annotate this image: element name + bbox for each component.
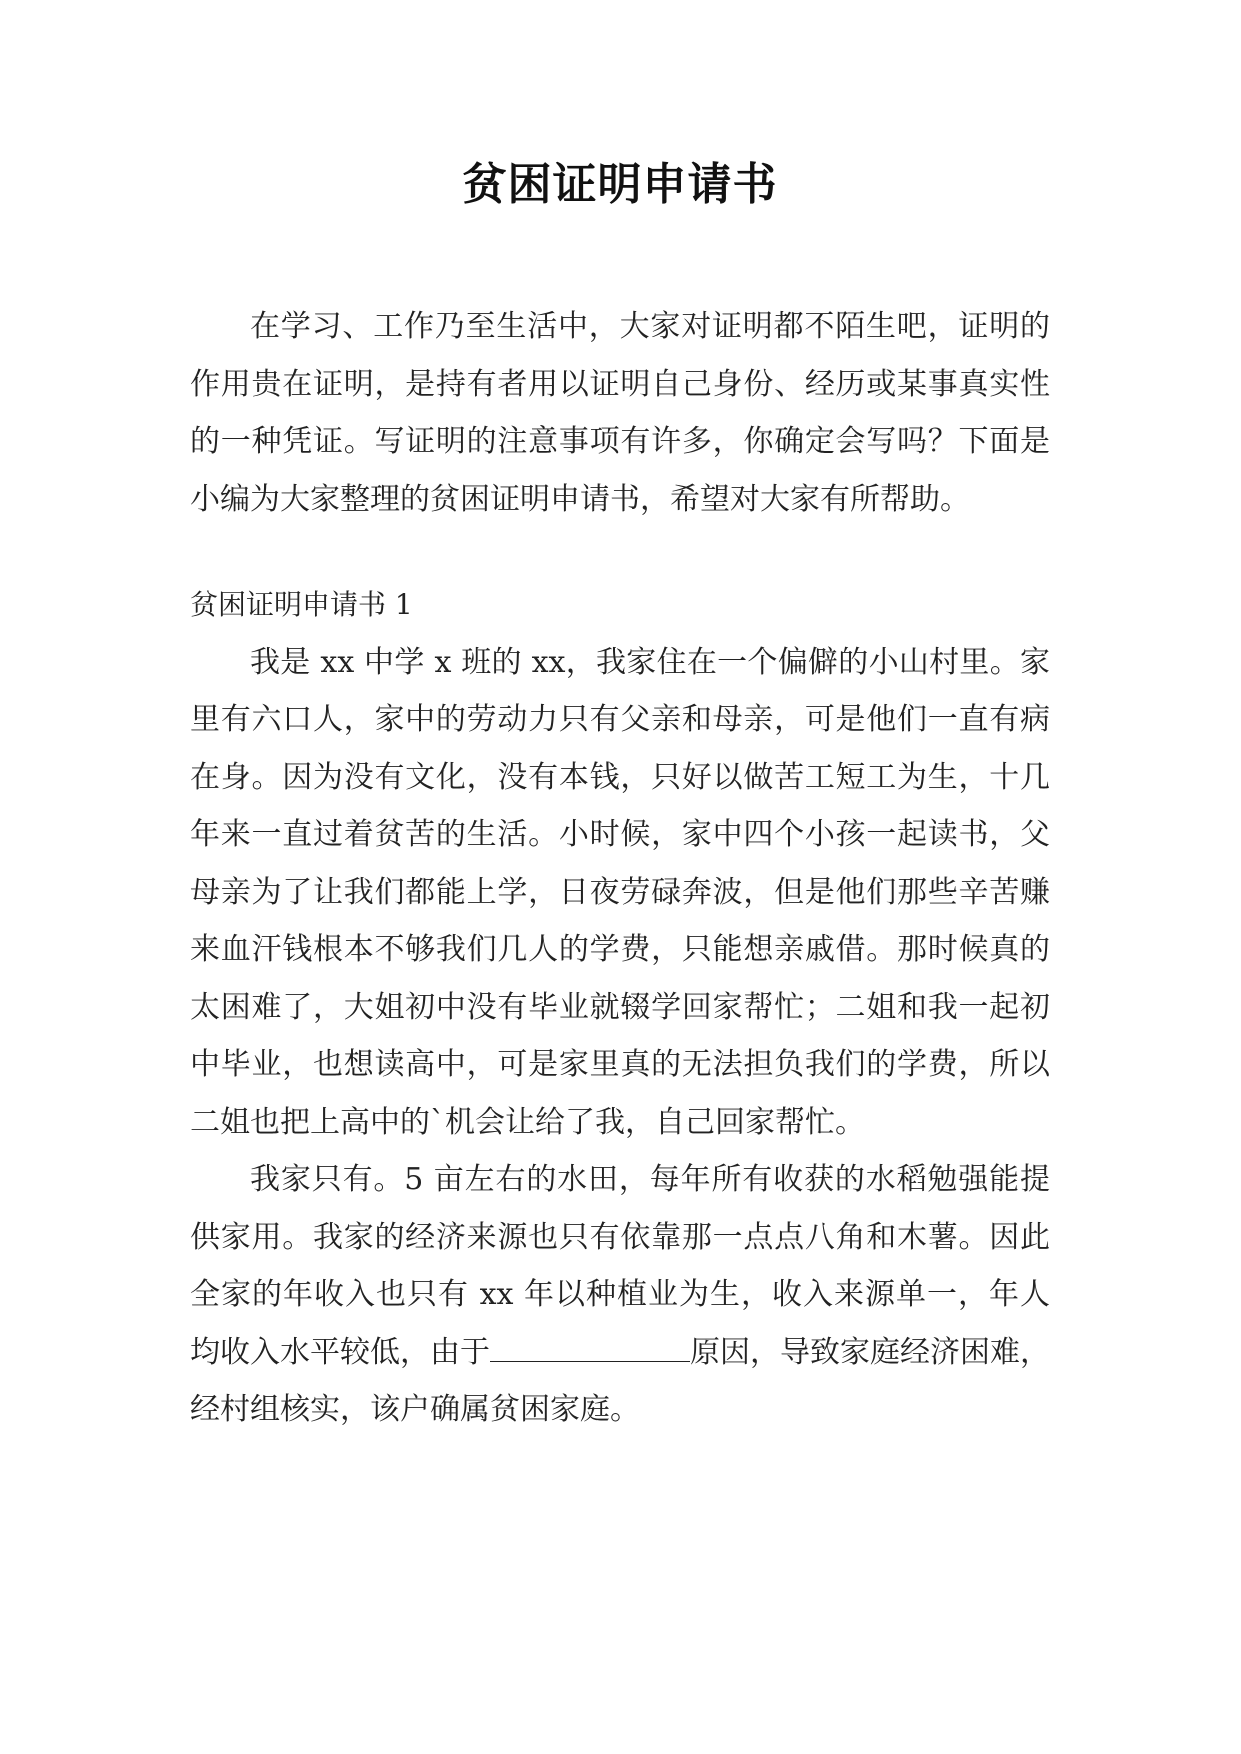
section-1-paragraph-1: 我是 xx 中学 x 班的 xx，我家住在一个偏僻的小山村里。家里有六口人，家中的劳动力只有父亲和母亲，可是他们一直有病在身。因为没有文化，没有本钱，只好以做苦工短工为生，十几年来一直过着贫苦的生活。小时候，家中四个小孩一起读书，父母亲为了让我们都能上学，日夜劳碌奔波，但是他们那些辛苦赚来血汗钱根本不够我们几人的学费，只能想亲戚借。那时候真的太困难了，大姐初中没有毕业就辍学回家帮忙；二姐和我一起初中毕业，也想读高中，可是家里真的无法担负我们的学费，所以二姐也把上高中的`机会让给了我，自己回家帮忙。 [190, 644, 1050, 1140]
paragraph-2-text-after-blank: 原因，导致家庭经济困难，经村组核实，该户确属贫困家庭。 [190, 1334, 1050, 1427]
paragraph-2-text-before-blank: 我家只有。5 亩左右的水田，每年所有收获的水稻勉强能提供家用。我家的经济来源也只有依靠那一点点八角和木薯。因此全家的年收入也只有 xx 年以种植业为生，收入来源单一，年人均收入水平较低，由于 [190, 1162, 1050, 1370]
document-page [190, 150, 1050, 1439]
section-heading-1: 贫困证明申请书 1 [190, 588, 413, 621]
document-title: 贫困证明申请书 [462, 159, 778, 210]
section-1-paragraph-2 [190, 1151, 1050, 1439]
intro-paragraph: 在学习、工作乃至生活中，大家对证明都不陌生吧，证明的作用贵在证明，是持有者用以证明自己身份、经历或某事真实性的一种凭证。写证明的注意事项有许多，你确定会写吗？下面是小编为大家整理的贫困证明申请书，希望对大家有所帮助。 [190, 309, 1050, 517]
fill-in-blank [490, 1331, 690, 1362]
